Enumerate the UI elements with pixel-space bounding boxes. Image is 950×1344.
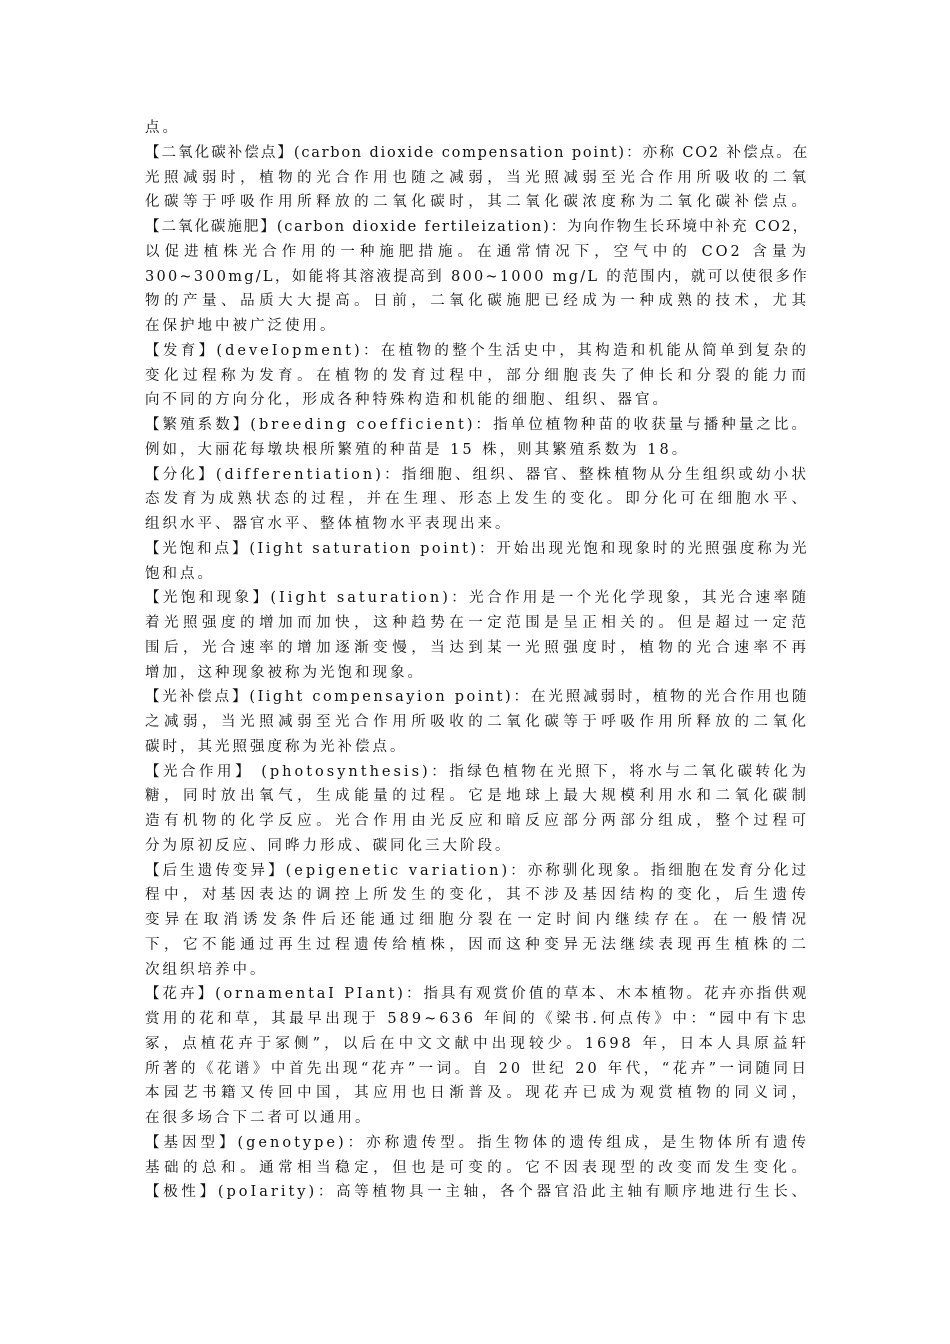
text-line: 基础的总和。通常相当稳定，但也是可变的。它不因表现型的改变而发生变化。: [145, 1159, 809, 1176]
document-body: [145, 116, 809, 1205]
text-line: 【二氧化碳施肥】(carbon dioxide fertileization)：为向作物生长环境中补充 CO2，: [145, 219, 809, 235]
text-line: 以促进植株光合作用的一种施肥措施。在通常情况下，空气中的 CO2 含量为: [145, 243, 809, 260]
text-line: 着光照强度的增加而加快，这种趋势在一定范围是呈正相关的。但是超过一定范: [145, 615, 809, 631]
text-line: 所著的《花谱》中首先出现“花卉”一词。自 20 世纪 20 年代，“花卉”一词随同日: [145, 1060, 809, 1077]
text-line: 本园艺书籍又传回中国，其应用也日渐普及。现花卉已成为观赏植物的同义词，: [145, 1085, 809, 1102]
text-line: 在保护地中被广泛使用。: [145, 318, 338, 334]
text-line: 【光饱和现象】(Iight saturation)：光合作用是一个光化学现象，其光合速率随: [145, 590, 809, 607]
text-line: 【二氧化碳补偿点】(carbon dioxide compensation point)：亦称 CO2 补偿点。在: [145, 144, 809, 161]
text-line: 糖，同时放出氧气，生成能量的过程。它是地球上最大规模利用水和二氧化碳制: [145, 788, 809, 805]
text-line: 【后生遗传变异】(epigenetic variation)：亦称驯化现象。指细胞在发育分化过: [145, 862, 809, 879]
text-line: 在很多场合下二者可以通用。: [145, 1110, 373, 1126]
text-line: 光照减弱时，植物的光合作用也随之减弱，当光照减弱至光合作用所吸收的二氧: [145, 169, 809, 186]
text-line: 300~300mg/L，如能将其溶液提高到 800~1000 mg/L 的范围内，就可以使很多作: [145, 268, 809, 285]
text-line: 分为原初反应、同晔力形成、碳同化三大阶段。: [145, 837, 513, 854]
text-line: 【分化】(differentiation)：指细胞、组织、器官、整株植物从分生组织或幼小状: [145, 466, 809, 483]
text-line: 【极性】(poIarity)：高等植物具一主轴，各个器官沿此主轴有顺序地进行生长、: [145, 1184, 809, 1201]
text-line: 【光合作用】 (photosynthesis)：指绿色植物在光照下，将水与二氧化碳转化为: [145, 763, 809, 780]
text-line: 【光饱和点】(Iight saturation point)：开始出现光饱和现象时的光照强度称为光: [145, 540, 809, 557]
text-line: 造有机物的化学反应。光合作用由光反应和暗反应部分两部分组成，整个过程可: [145, 813, 809, 829]
text-line: 例如，大丽花每墩块根所繁殖的种苗是 15 株，则其繁殖系数为 18。: [145, 441, 690, 458]
text-line: 次组织培养中。: [145, 961, 268, 978]
text-line: 【光补偿点】(Iight compensayion point)：在光照减弱时，植物的光合作用也随: [145, 689, 809, 706]
text-line: 【花卉】(ornamentaI PIant)：指具有观赏价值的草本、木本植物。花卉亦指供观: [145, 986, 809, 1003]
text-line: 下，它不能通过再生过程遗传给植株，因而这种变异无法继续表现再生植株的二: [145, 936, 809, 953]
text-line: 变化过程称为发育。在植物的发育过程中，部分细胞丧失了伸长和分裂的能力而: [145, 367, 809, 384]
text-line: 【发育】(deveIopment)：在植物的整个生活史中，其构造和机能从简单到复杂的: [145, 342, 809, 359]
text-line: 【基因型】(genotype)：亦称遗传型。指生物体的遗传组成，是生物体所有遗传: [145, 1134, 809, 1151]
text-line: 【繁殖系数】(breeding coefficient)：指单位植物种苗的收获量与播种量之比。: [145, 417, 809, 433]
text-line: 程中，对基因表达的调控上所发生的变化，其不涉及基因结构的变化，后生遗传: [145, 887, 809, 904]
text-line: 变异在取消诱发条件后还能通过细胞分裂在一定时间内继续存在。在一般情况: [145, 912, 809, 928]
text-line: 围后，光合速率的增加逐渐变慢，当达到某一光照强度时，植物的光合速率不再: [145, 639, 809, 656]
text-line: 点。: [145, 120, 180, 136]
text-line: 组织水平、器官水平、整体植物水平表现出来。: [145, 516, 513, 532]
text-line: 碳时，其光照强度称为光补偿点。: [145, 738, 408, 755]
text-line: 增加，这种现象被称为光饱和现象。: [145, 664, 425, 681]
text-line: 冢，点植花卉于冢侧”，以后在中文文献中出现较少。1698 年，日本人具原益轩: [145, 1035, 809, 1052]
text-line: 化碳等于呼吸作用所释放的二氧化碳时，其二氧化碳浓度称为二氧化碳补偿点。: [145, 194, 809, 211]
text-line: 物的产量、品质大大提高。日前，二氧化碳施肥已经成为一种成熟的技术，尤其: [145, 293, 809, 310]
text-line: 饱和点。: [145, 565, 215, 582]
text-line: 向不同的方向分化，形成各种特殊构造和机能的细胞、组织、器官。: [145, 392, 670, 409]
text-line: 赏用的花和草，其最早出现于 589~636 年间的《梁书.何点传》中：“园中有卞忠: [145, 1011, 809, 1027]
text-line: 之减弱，当光照减弱至光合作用所吸收的二氧化碳等于呼吸作用所释放的二氧化: [145, 714, 809, 730]
text-line: 态发育为成熟状态的过程，并在生理、形态上发生的变化。即分化可在细胞水平、: [145, 491, 809, 508]
